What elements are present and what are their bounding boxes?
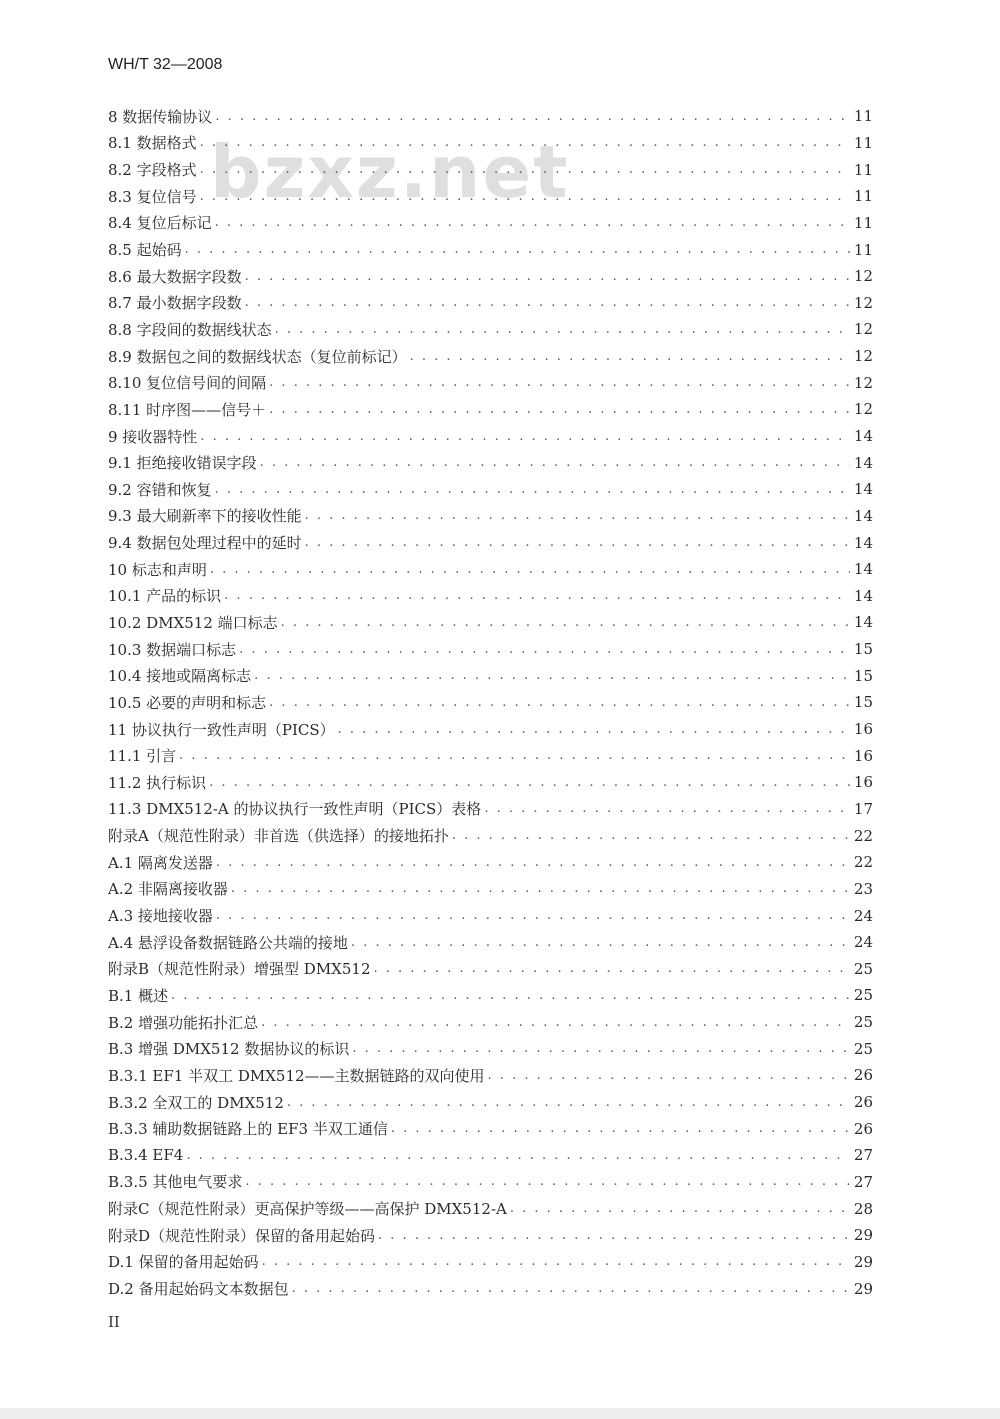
toc-entry-page: 11 — [853, 107, 873, 126]
toc-leader-dots — [281, 615, 850, 630]
toc-entry-page: 26 — [853, 1066, 873, 1085]
toc-entry-title: 8.6 最大数据字段数 — [108, 267, 242, 286]
toc-leader-dots — [352, 1041, 850, 1056]
toc-entry[interactable] — [108, 369, 873, 396]
table-of-contents — [108, 103, 873, 1302]
toc-leader-dots — [484, 801, 850, 816]
toc-entry-page: 12 — [853, 373, 873, 392]
toc-entry-title: 11.2 执行标识 — [108, 773, 207, 792]
toc-entry-title: 8.9 数据包之间的数据线状态（复位前标记） — [108, 347, 407, 366]
toc-entry-title: 10.5 必要的声明和标志 — [108, 693, 267, 712]
toc-entry-title: A.1 隔离发送器 — [108, 853, 213, 872]
toc-leader-dots — [275, 322, 850, 337]
toc-leader-dots — [239, 642, 850, 657]
toc-entry-title: D.1 保留的备用起始码 — [108, 1253, 259, 1272]
toc-entry-title: 9.1 拒绝接收错误字段 — [108, 454, 257, 473]
toc-entry[interactable] — [108, 876, 873, 903]
toc-entry-page: 26 — [853, 1093, 873, 1112]
toc-leader-dots — [209, 775, 850, 790]
toc-entry-page: 25 — [853, 1013, 873, 1032]
page-bottom-edge — [0, 1408, 1000, 1419]
toc-entry[interactable] — [108, 716, 873, 743]
toc-entry-title: 9.2 容错和恢复 — [108, 480, 212, 499]
toc-leader-dots — [391, 1121, 850, 1136]
toc-entry-title: 10.2 DMX512 端口标志 — [108, 613, 278, 632]
toc-leader-dots — [452, 828, 850, 843]
toc-entry-title: B.3.2 全双工的 DMX512 — [108, 1093, 284, 1112]
toc-entry-page: 11 — [853, 213, 873, 232]
toc-leader-dots — [245, 295, 850, 310]
toc-entry[interactable] — [108, 902, 873, 929]
toc-entry-page: 14 — [853, 586, 873, 605]
toc-entry[interactable] — [108, 103, 873, 130]
toc-entry[interactable] — [108, 156, 873, 183]
toc-entry[interactable] — [108, 1195, 873, 1222]
toc-entry[interactable] — [108, 662, 873, 689]
toc-entry-page: 25 — [853, 959, 873, 978]
toc-entry[interactable] — [108, 769, 873, 796]
toc-entry-page: 17 — [853, 799, 873, 818]
toc-leader-dots — [215, 109, 850, 124]
toc-entry[interactable] — [108, 849, 873, 876]
toc-entry-title: 8.5 起始码 — [108, 241, 182, 260]
toc-leader-dots — [245, 269, 850, 284]
toc-leader-dots — [215, 482, 850, 497]
toc-entry[interactable] — [108, 343, 873, 370]
toc-entry-page: 16 — [853, 720, 873, 739]
toc-leader-dots — [200, 189, 850, 204]
toc-entry-title: B.2 增强功能拓扑汇总 — [108, 1013, 259, 1032]
toc-entry-title: 9 接收器特性 — [108, 427, 198, 446]
toc-entry-page: 29 — [853, 1226, 873, 1245]
toc-leader-dots — [224, 588, 850, 603]
toc-entry-page: 25 — [853, 986, 873, 1005]
toc-entry-title: B.3.4 EF4 — [108, 1146, 184, 1165]
toc-entry-page: 12 — [853, 293, 873, 312]
toc-entry-page: 11 — [853, 133, 873, 152]
toc-entry-page: 11 — [853, 160, 873, 179]
toc-entry-page: 26 — [853, 1119, 873, 1138]
toc-leader-dots — [378, 1228, 850, 1243]
toc-entry-title: 8.11 时序图——信号＋ — [108, 400, 267, 419]
toc-entry-page: 16 — [853, 746, 873, 765]
toc-leader-dots — [185, 242, 850, 257]
toc-entry[interactable] — [108, 289, 873, 316]
toc-entry-title: 11 协议执行一致性声明（PICS） — [108, 720, 335, 739]
toc-leader-dots — [269, 695, 850, 710]
toc-entry[interactable] — [108, 1249, 873, 1276]
toc-leader-dots — [305, 508, 850, 523]
toc-leader-dots — [287, 1095, 850, 1110]
toc-entry[interactable] — [108, 556, 873, 583]
toc-entry-title: B.1 概述 — [108, 986, 169, 1005]
toc-entry[interactable] — [108, 742, 873, 769]
toc-entry-page: 29 — [853, 1279, 873, 1298]
toc-entry[interactable] — [108, 1062, 873, 1089]
toc-entry[interactable] — [108, 1009, 873, 1036]
toc-entry-page: 24 — [853, 906, 873, 925]
toc-entry-title: 8.10 复位信号间的间隔 — [108, 374, 267, 393]
toc-leader-dots — [200, 429, 850, 444]
toc-leader-dots — [179, 748, 850, 763]
toc-entry-title: 8.8 字段间的数据线状态 — [108, 320, 272, 339]
toc-leader-dots — [374, 961, 850, 976]
toc-entry-title: 8.2 字段格式 — [108, 161, 197, 180]
toc-entry-page: 11 — [853, 187, 873, 206]
toc-leader-dots — [260, 455, 850, 470]
toc-entry[interactable] — [108, 1275, 873, 1302]
toc-entry-page: 11 — [853, 240, 873, 259]
toc-entry-title: 8.3 复位信号 — [108, 187, 197, 206]
toc-entry[interactable] — [108, 1169, 873, 1196]
toc-entry[interactable] — [108, 609, 873, 636]
toc-leader-dots — [351, 935, 850, 950]
toc-entry-page: 14 — [853, 480, 873, 499]
toc-entry-title: 11.1 引言 — [108, 747, 177, 766]
toc-entry-title: 11.3 DMX512-A 的协议执行一致性声明（PICS）表格 — [108, 800, 482, 819]
toc-leader-dots — [231, 881, 850, 896]
toc-leader-dots — [292, 1281, 850, 1296]
toc-entry[interactable] — [108, 1089, 873, 1116]
toc-entry-title: A.3 接地接收器 — [108, 907, 213, 926]
toc-entry[interactable] — [108, 529, 873, 556]
toc-leader-dots — [410, 349, 850, 364]
toc-leader-dots — [510, 1201, 850, 1216]
toc-entry-title: A.2 非隔离接收器 — [108, 880, 228, 899]
toc-entry[interactable] — [108, 1142, 873, 1169]
toc-entry[interactable] — [108, 396, 873, 423]
toc-entry-page: 25 — [853, 1039, 873, 1058]
toc-entry-page: 14 — [853, 506, 873, 525]
toc-leader-dots — [216, 908, 850, 923]
toc-entry[interactable] — [108, 476, 873, 503]
toc-entry-page: 24 — [853, 933, 873, 952]
toc-leader-dots — [269, 375, 850, 390]
toc-entry[interactable] — [108, 263, 873, 290]
toc-leader-dots — [215, 215, 850, 230]
toc-entry-title: 8.7 最小数据字段数 — [108, 294, 242, 313]
toc-entry-title: 8.4 复位后标记 — [108, 214, 212, 233]
toc-entry[interactable] — [108, 130, 873, 157]
toc-entry-title: 附录D（规范性附录）保留的备用起始码 — [108, 1226, 376, 1245]
toc-entry-title: B.3 增强 DMX512 数据协议的标识 — [108, 1040, 350, 1059]
toc-entry-page: 14 — [853, 427, 873, 445]
toc-entry-page: 22 — [853, 826, 873, 845]
toc-entry-title: D.2 备用起始码文本数据包 — [108, 1280, 289, 1298]
toc-entry-page: 15 — [853, 640, 873, 659]
toc-entry-page: 15 — [853, 693, 873, 712]
toc-entry[interactable] — [108, 503, 873, 530]
watermark: bzxz.net — [210, 130, 570, 214]
toc-entry[interactable] — [108, 316, 873, 343]
toc-entry[interactable] — [108, 929, 873, 956]
toc-leader-dots — [305, 535, 850, 550]
toc-entry-title: 8.1 数据格式 — [108, 134, 197, 153]
toc-entry-page: 12 — [853, 320, 873, 339]
toc-entry-page: 12 — [853, 400, 873, 419]
toc-entry-page: 12 — [853, 347, 873, 366]
toc-entry-title: 9.4 数据包处理过程中的延时 — [108, 534, 302, 553]
toc-leader-dots — [262, 1254, 850, 1269]
toc-leader-dots — [186, 1148, 850, 1163]
toc-entry-page: 27 — [853, 1172, 873, 1191]
toc-entry-title: 附录A（规范性附录）非首选（供选择）的接地拓扑 — [108, 827, 449, 846]
toc-entry[interactable] — [108, 1035, 873, 1062]
toc-entry-title: B.3.1 EF1 半双工 DMX512——主数据链路的双向使用 — [108, 1066, 485, 1085]
page-number: II — [108, 1313, 120, 1331]
toc-leader-dots — [269, 402, 850, 417]
toc-entry-page: 14 — [853, 613, 873, 632]
toc-entry[interactable] — [108, 1222, 873, 1249]
toc-entry[interactable] — [108, 210, 873, 237]
toc-entry-title: 10.4 接地或隔离标志 — [108, 667, 252, 686]
toc-entry-page: 15 — [853, 666, 873, 685]
toc-entry-page: 14 — [853, 560, 873, 579]
toc-entry[interactable] — [108, 236, 873, 263]
toc-leader-dots — [254, 668, 850, 683]
toc-entry[interactable] — [108, 796, 873, 823]
toc-entry[interactable] — [108, 636, 873, 663]
toc-entry-page: 14 — [853, 453, 873, 472]
toc-leader-dots — [210, 562, 850, 577]
toc-entry-page: 22 — [853, 853, 873, 872]
toc-leader-dots — [171, 988, 850, 1003]
toc-entry[interactable] — [108, 689, 873, 716]
toc-entry-page: 12 — [853, 267, 873, 286]
toc-entry-title: 8 数据传输协议 — [108, 107, 213, 126]
toc-entry-title: A.4 悬浮设备数据链路公共端的接地 — [108, 933, 348, 952]
toc-entry-page: 16 — [853, 773, 873, 792]
toc-entry[interactable] — [108, 956, 873, 983]
toc-leader-dots — [200, 135, 850, 150]
toc-entry[interactable] — [108, 449, 873, 476]
toc-leader-dots — [200, 162, 850, 177]
toc-leader-dots — [216, 855, 850, 870]
toc-entry-page: 14 — [853, 533, 873, 552]
toc-entry[interactable] — [108, 583, 873, 610]
toc-entry-title: 10.1 产品的标识 — [108, 587, 222, 606]
toc-entry-title: 附录B（规范性附录）增强型 DMX512 — [108, 960, 371, 979]
toc-leader-dots — [338, 722, 850, 737]
toc-entry-title: 附录C（规范性附录）更高保护等级——高保护 DMX512-A — [108, 1200, 507, 1219]
toc-entry-page: 27 — [853, 1146, 873, 1165]
toc-entry[interactable] — [108, 1115, 873, 1142]
toc-entry-title: 10 标志和声明 — [108, 560, 207, 579]
toc-entry-page: 29 — [853, 1252, 873, 1271]
toc-entry[interactable] — [108, 183, 873, 210]
toc-entry-page: 23 — [853, 879, 873, 898]
toc-leader-dots — [261, 1015, 850, 1030]
toc-entry-page: 28 — [853, 1199, 873, 1218]
toc-entry-title: 9.3 最大刷新率下的接收性能 — [108, 507, 302, 526]
toc-leader-dots — [488, 1068, 850, 1083]
toc-entry-title: B.3.3 辅助数据链路上的 EF3 半双工通信 — [108, 1120, 388, 1139]
toc-entry[interactable] — [108, 423, 873, 450]
toc-entry[interactable] — [108, 822, 873, 849]
standard-code-header: WH/T 32—2008 — [108, 56, 223, 73]
toc-entry-title: 10.3 数据端口标志 — [108, 640, 237, 659]
toc-entry[interactable] — [108, 982, 873, 1009]
toc-entry-title: B.3.5 其他电气要求 — [108, 1173, 243, 1192]
toc-leader-dots — [245, 1174, 849, 1189]
